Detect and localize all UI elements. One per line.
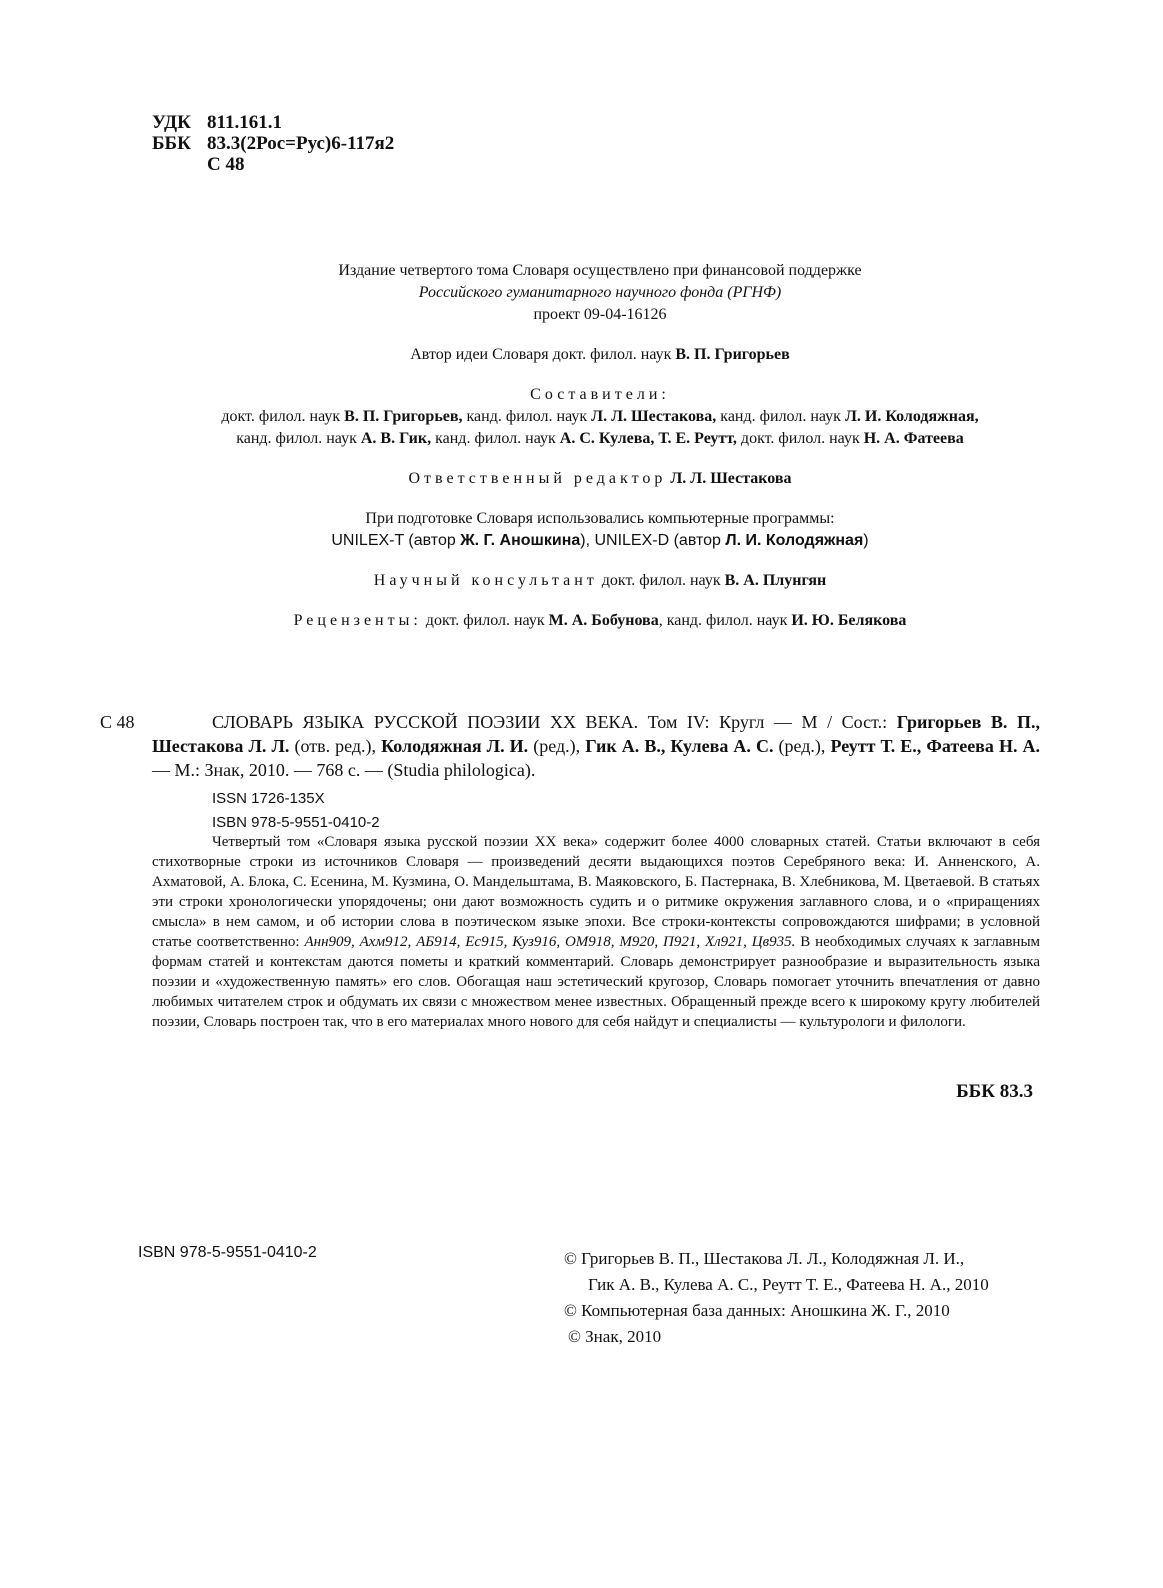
isbn-bottom: ISBN 978-5-9551-0410-2 (138, 1244, 317, 1261)
editor-name: Л. Л. Шестакова (670, 470, 792, 487)
classification-codes (152, 112, 394, 175)
software-text: ), UNILEX-D (автор (580, 532, 721, 549)
reviewers (100, 610, 1100, 632)
reviewer-degree: докт. филол. наук (425, 612, 545, 629)
entry-author: Колодяжная Л. И. (381, 736, 529, 756)
entry-author: Шестакова Л. Л. (152, 736, 290, 756)
compiler-name: Н. А. Фатеева (863, 430, 964, 447)
udk-label: УДК (152, 112, 191, 133)
compiler-name: Л. Л. Шестакова, (591, 408, 717, 425)
copyright-line: © Компьютерная база данных: Аношкина Ж. Г., 2010 (564, 1301, 950, 1320)
entry-issn: ISSN 1726-135X (212, 790, 325, 807)
compiler-name: Л. И. Колодяжная, (844, 408, 979, 425)
idea-name: В. П. Григорьев (675, 346, 790, 363)
entry-role: (ред.), (533, 736, 581, 756)
compiler-degree: докт. филол. наук (221, 408, 341, 425)
consultant-label: Научный консультант (373, 572, 598, 589)
funding-line-2: Российского гуманитарного научного фонда (РГНФ) (418, 284, 782, 301)
scientific-consultant (100, 570, 1100, 592)
software-line-1: При подготовке Словаря использовались компьютерные программы: (365, 510, 835, 527)
entry-title: СЛОВАРЬ ЯЗЫКА РУССКОЙ ПОЭЗИИ XX ВЕКА. Том IV: Кругл — М / Сост.: (212, 712, 888, 732)
entry-text (152, 710, 1040, 782)
software-text: ) (863, 532, 869, 549)
bbk-label: ББК (152, 133, 191, 154)
compiler-name: А. В. Гик, (360, 430, 432, 447)
entry-code: С 48 (100, 712, 135, 732)
compiler-degree: канд. филол. наук (466, 408, 588, 425)
compiler-name: В. П. Григорьев, (344, 408, 463, 425)
funding-project: проект 09-04-16126 (533, 306, 667, 323)
entry-imprint: — М.: Знак, 2010. — 768 с. — (Studia philologica). (152, 760, 536, 780)
author-mark: С 48 (207, 154, 245, 175)
funding-line-1: Издание четвертого тома Словаря осуществлено при финансовой поддержке (338, 262, 862, 279)
bbk-value: 83.3(2Рос=Рус)6-117я2 (207, 133, 395, 154)
consultant-degree: докт. филол. наук (601, 572, 721, 589)
editor-label: Ответственный редактор (408, 470, 667, 487)
idea-author (100, 344, 1100, 366)
compilers-heading: Составители: (530, 386, 670, 403)
software-author: Л. И. Колодяжная (725, 532, 864, 549)
credits-block (100, 260, 1100, 632)
udk-value: 811.161.1 (207, 112, 282, 133)
entry-author: Реутт Т. Е., Фатеева Н. А. (830, 736, 1041, 756)
abstract-part-2: В необходимых случаях к заглавным формам статей и контекстам даются пометы и краткий комментарий. Словарь демонстрирует разнообразие и выразительность языка поэзии и «художественную память» его слов. Обогащая наш эстетический кругозор, Словарь помогает уточнить впечатления от давно любимых читателем строк и обдумать их связи с множеством менее известных. Обращенный прежде всего к широкому кругу любителей поэзии, Словарь построен так, что в его материалах много нового для себя найдут и специалисты — культурологи и филологи. (152, 934, 1041, 1030)
entry-role: (ред.), (778, 736, 826, 756)
consultant-name: В. А. Плунгян (724, 572, 827, 589)
abstract-part-1: Четвертый том «Словаря языка русской поэзии XX века» содержит более 4000 словарных статей. Статьи включают в себя стихотворные строки из источников Словаря — произведений десяти выдающихся поэтов Серебряного века: И. Анненского, А. Ахматовой, А. Блока, С. Есенина, М. Кузмина, О. Мандельштама, В. Маяковского, Б. Пастернака, В. Хлебникова, М. Цветаевой. В статьях эти строки хронологически упорядочены; они дают возможность судить и о ритмике окружения заглавного слова, и о «приращениях смысла» в нем самом, и об истории слова в поэтическом языке эпохи. Все строки-контексты сопровождаются шифрами; в условной статье соответственно: (152, 834, 1040, 950)
entry-isbn: ISBN 978-5-9551-0410-2 (212, 814, 380, 831)
reviewers-label: Рецензенты: (293, 612, 422, 629)
abstract-ciphers: Анн909, Ахм912, АБ914, Ес915, Куз916, ОМ918, М920, П921, Хл921, Цв935. (304, 934, 796, 950)
software-line-2 (100, 530, 1100, 552)
catalog-entry (100, 710, 1040, 834)
compilers-line-1 (100, 406, 1100, 428)
software-author: Ж. Г. Аношкина (460, 532, 581, 549)
entry-author: Григорьев В. П., (896, 712, 1041, 732)
copyright-line: Гик А. В., Кулева А. С., Реутт Т. Е., Фатеева Н. А., 2010 (588, 1275, 989, 1294)
copyright-block (564, 1246, 989, 1350)
responsible-editor (100, 468, 1100, 490)
compiler-degree: докт. филол. наук (740, 430, 860, 447)
compiler-degree: канд. филол. наук (435, 430, 556, 447)
idea-prefix: Автор идеи Словаря докт. филол. наук (410, 346, 672, 363)
abstract (152, 832, 1040, 1032)
copyright-line: © Знак, 2010 (568, 1327, 662, 1346)
compilers-line-2 (100, 428, 1100, 450)
entry-author: Гик А. В., Кулева А. С. (585, 736, 774, 756)
bbk-short: ББК 83.3 (956, 1081, 1033, 1102)
reviewer-degree: , канд. филол. наук (658, 612, 788, 629)
compiler-degree: канд. филол. наук (236, 430, 357, 447)
reviewer-name: И. Ю. Белякова (791, 612, 907, 629)
software-text: UNILEX-T (автор (331, 532, 456, 549)
reviewer-name: М. А. Бобунова (548, 612, 659, 629)
compiler-degree: канд. филол. наук (720, 408, 841, 425)
copyright-line: © Григорьев В. П., Шестакова Л. Л., Колодяжная Л. И., (564, 1249, 965, 1268)
entry-role: (отв. ред.), (294, 736, 377, 756)
compiler-name: А. С. Кулева, Т. Е. Реутт, (559, 430, 737, 447)
